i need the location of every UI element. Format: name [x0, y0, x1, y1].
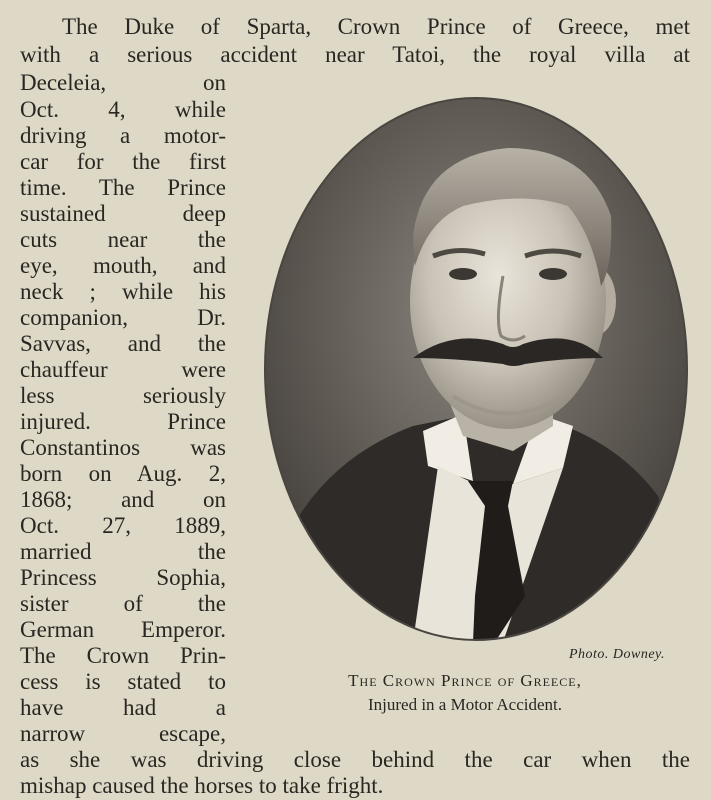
article-line: time. The Prince: [20, 175, 226, 200]
article-line: Princess Sophia,: [20, 565, 226, 590]
article-line: sustained deep: [20, 201, 226, 226]
article-line: German Emperor.: [20, 617, 226, 642]
article-line: sister of the: [20, 591, 226, 616]
caption-subtitle: Injured in a Motor Accident.: [367, 695, 563, 714]
article-line: with a serious accident near Tatoi, the royal villa at: [20, 42, 690, 67]
article-line: The Duke of Sparta, Crown Prince of Greece, met: [62, 14, 690, 39]
article-line: driving a motor-: [20, 123, 226, 148]
article-line: have had a: [20, 695, 226, 720]
article-line: injured. Prince: [20, 409, 226, 434]
article-line: Oct. 27, 1889,: [20, 513, 226, 538]
article-line: The Crown Prin-: [20, 643, 226, 668]
article-line: born on Aug. 2,: [20, 461, 226, 486]
article-line: chauffeur were: [20, 357, 226, 382]
article-line: less seriously: [20, 383, 226, 408]
article-line: as she was driving close behind the car when the: [20, 747, 690, 772]
article-line: eye, mouth, and: [20, 253, 226, 278]
article-line: Deceleia, on: [20, 70, 226, 95]
article-line: cuts near the: [20, 227, 226, 252]
oval-portrait-photograph: [263, 96, 689, 642]
photo-credit: Photo. Downey.: [568, 647, 665, 662]
article-line: companion, Dr.: [20, 305, 226, 330]
caption-title: The Crown Prince of Greece,: [348, 671, 582, 690]
article-line: Savvas, and the: [20, 331, 226, 356]
article-line: cess is stated to: [20, 669, 226, 694]
article-line: car for the first: [20, 149, 226, 174]
article-line: 1868; and on: [20, 487, 226, 512]
article-line: mishap caused the horses to take fright.: [20, 773, 384, 798]
article-line: narrow escape,: [20, 721, 226, 746]
article-line: Oct. 4, while: [20, 97, 226, 122]
article-line: Constantinos was: [20, 435, 226, 460]
article-line: married the: [20, 539, 226, 564]
article-line: neck ; while his: [20, 279, 226, 304]
